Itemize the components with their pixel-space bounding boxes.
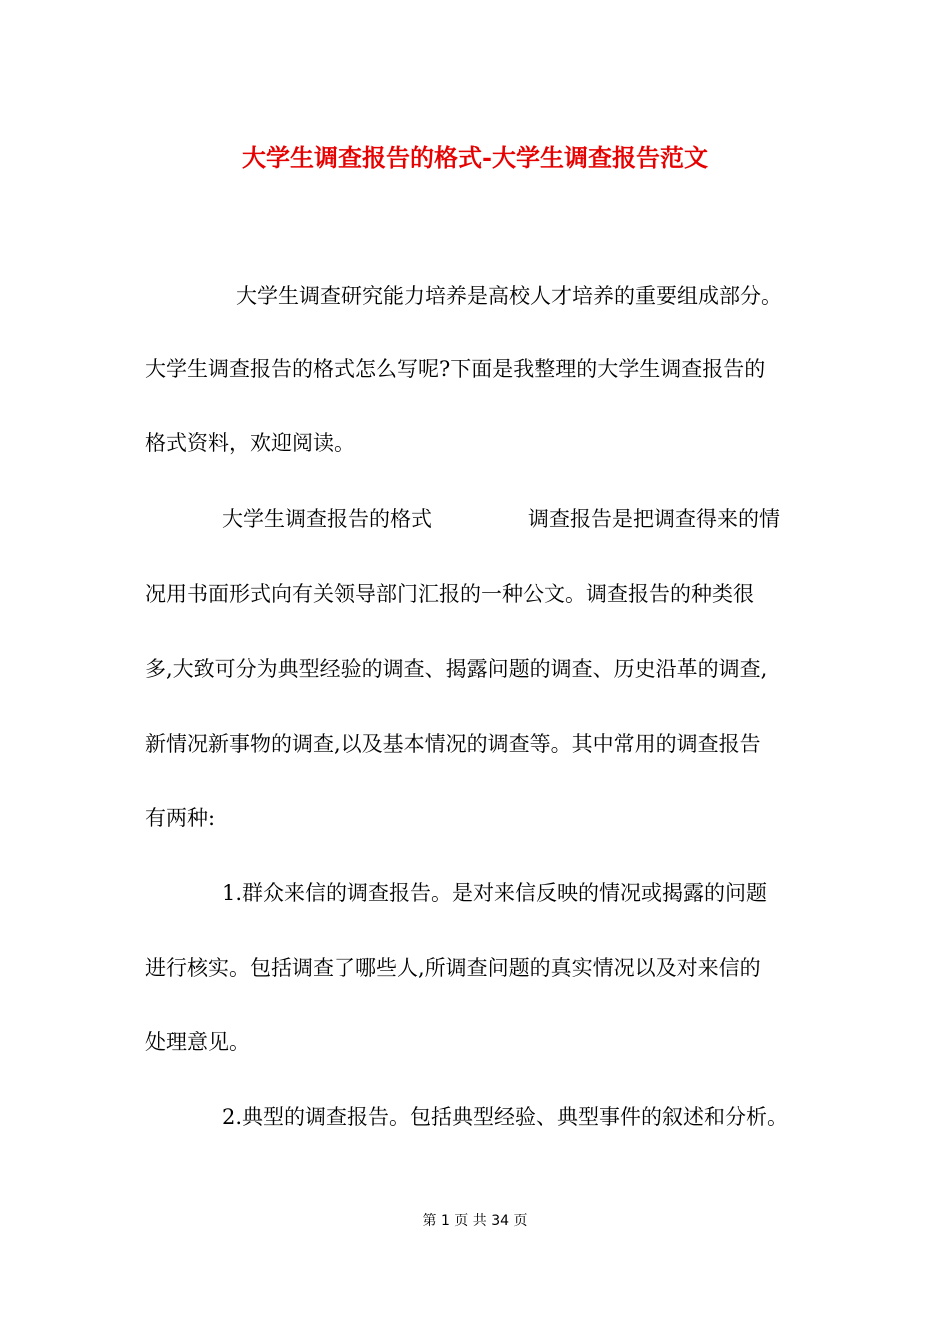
paragraph-line: 新情况新事物的调查,以及基本情况的调查等。其中常用的调查报告 bbox=[145, 732, 761, 756]
paragraph-line: 况用书面形式向有关领导部门汇报的一种公文。调查报告的种类很 bbox=[145, 582, 754, 606]
paragraph-line: 大学生调查报告的格式怎么写呢?下面是我整理的大学生调查报告的 bbox=[145, 357, 766, 381]
page-number: 第 1 页 共 34 页 bbox=[422, 1213, 528, 1229]
document-title: 大学生调查报告的格式-大学生调查报告范文 bbox=[242, 143, 708, 172]
paragraph-line: 大学生调查研究能力培养是高校人才培养的重要组成部分。 bbox=[236, 284, 782, 308]
list-item-line: 1.群众来信的调查报告。是对来信反映的情况或揭露的问题 bbox=[222, 881, 768, 905]
paragraph-line: 格式资料，欢迎阅读。 bbox=[145, 431, 355, 455]
paragraph-line: 有两种: bbox=[145, 806, 216, 830]
section-heading: 大学生调查报告的格式 bbox=[222, 507, 432, 531]
list-item-line: 2.典型的调查报告。包括典型经验、典型事件的叙述和分析。 bbox=[222, 1105, 789, 1129]
paragraph-line: 多,大致可分为典型经验的调查、揭露问题的调查、历史沿革的调查, bbox=[145, 657, 768, 681]
paragraph-line: 进行核实。包括调查了哪些人,所调查问题的真实情况以及对来信的 bbox=[145, 956, 761, 980]
paragraph-line: 调查报告是把调查得来的情 bbox=[528, 507, 780, 531]
paragraph-line: 处理意见。 bbox=[145, 1030, 250, 1054]
